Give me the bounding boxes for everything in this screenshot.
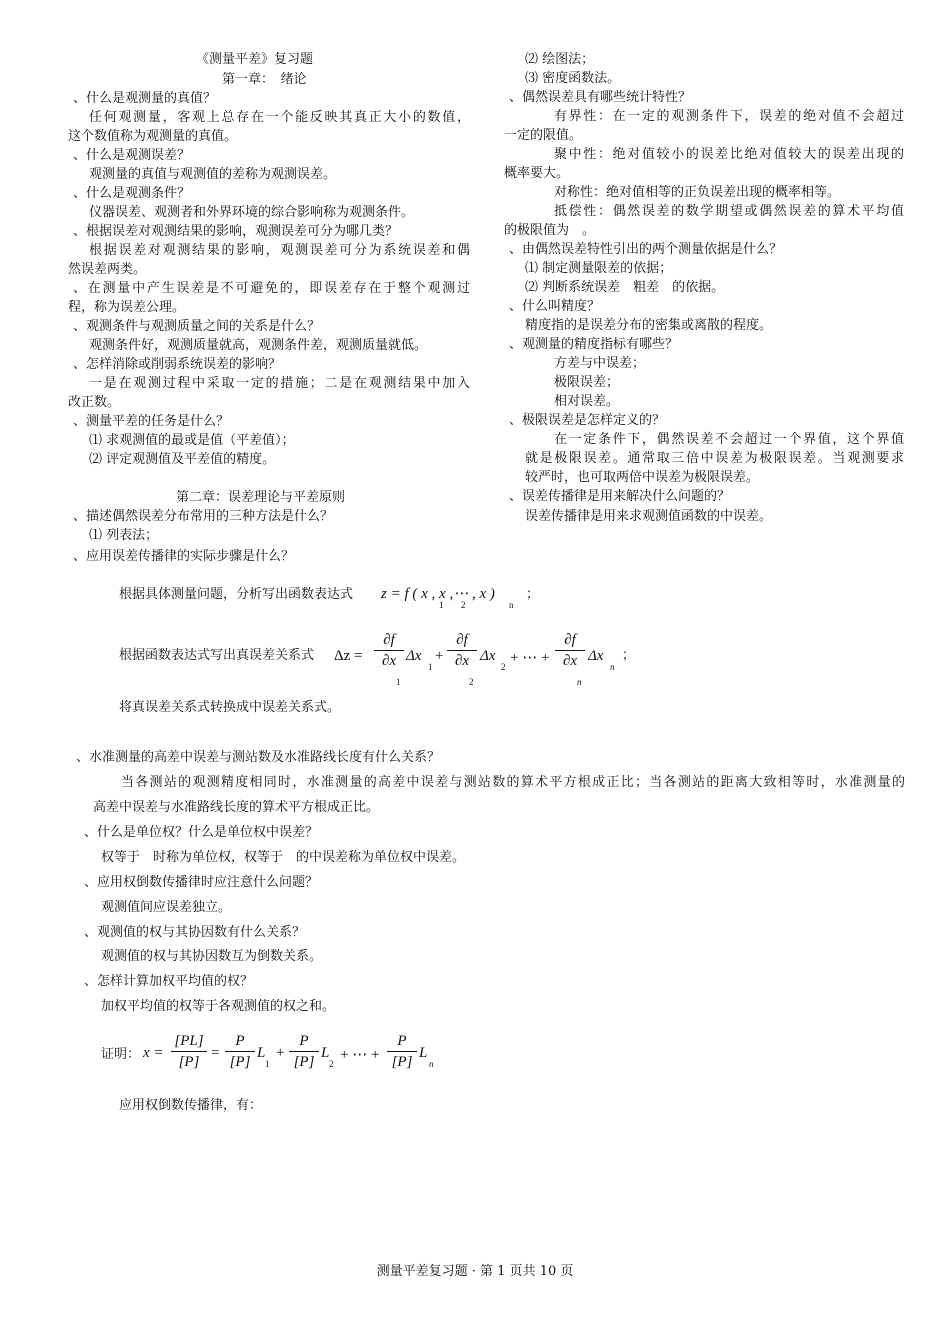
step-2-text: 根据函数表达式写出真误差关系式 — [119, 648, 315, 663]
formula-3-plus-1: + — [276, 1045, 285, 1061]
formula-2-term-sub-n: n — [610, 662, 615, 672]
formula-3-sub-n: n — [429, 1059, 434, 1069]
formula-3-term-1: L — [257, 1045, 266, 1061]
formula-3-fraction-2: P [P] — [289, 1032, 319, 1071]
answer-9-line-1: ⑴ 列表法； — [89, 528, 159, 543]
answer-2: 观测量的真值与观测值的差称为观测误差。 — [89, 167, 337, 182]
answer-11-line-2: 一定的限值。 — [504, 128, 583, 143]
answer-9-line-3: ⑶ 密度函数法。 — [525, 71, 621, 86]
formula-2 — [334, 631, 624, 691]
page-footer: 测量平差复习题 · 第 1 页共 10 页 — [376, 1264, 574, 1279]
question-5-line-1: 、在测量中产生误差是不可避免的，即误差存在于整个观测过 — [73, 281, 470, 296]
formula-2-den-sub-2: 2 — [469, 677, 474, 687]
answer-6: 观测条件好，观测质量就高，观测条件差，观测质量就低。 — [89, 338, 428, 353]
answer-1-line-1: 任何观测量，客观上总存在一个能反映其真正大小的数值， — [89, 110, 470, 125]
formula-3-equals: = — [211, 1045, 220, 1061]
last-line: 应用权倒数传播律，有： — [119, 1098, 263, 1113]
formula-2-term-sub-1: 1 — [428, 662, 433, 672]
formula-1-sub-1: 1 — [439, 600, 444, 610]
answer-13: 精度指的是误差分布的密集或离散的程度。 — [525, 318, 773, 333]
answer-14-line-1: 方差与中误差； — [554, 356, 646, 371]
formula-1-sub-2: 2 — [461, 600, 466, 610]
answer-19: 观测值间应误差独立。 — [101, 900, 232, 915]
answer-15-line-2: 就是极限误差。通常取三倍中误差为极限误差。当观测要求 — [525, 451, 904, 466]
answer-11-line-6: 抵偿性：偶然误差的数学期望或偶然误差的算术平均值 — [554, 204, 904, 219]
formula-2-term-2: Δx — [480, 648, 496, 664]
question-11: 、偶然误差具有哪些统计特性？ — [509, 90, 692, 105]
answer-14-line-2: 极限误差； — [554, 375, 620, 390]
formula-2-lhs: Δz = — [334, 648, 363, 664]
answer-17-line-2: 高差中误差与水准路线长度的算术平方根成正比。 — [93, 800, 380, 815]
step-1-tail: ； — [526, 587, 540, 602]
question-7: 、怎样消除或削弱系统误差的影响？ — [73, 357, 282, 372]
question-4: 、根据误差对观测结果的影响，观测误差可分为哪几类？ — [73, 224, 399, 239]
formula-3-lhs: x = — [143, 1045, 164, 1061]
formula-2-den-sub-1: 1 — [396, 677, 401, 687]
formula-2-plus-dots: + ⋯ + — [510, 650, 550, 666]
answer-1-line-2: 这个数值称为观测量的真值。 — [68, 129, 238, 144]
document-title: 《测量平差》复习题 — [196, 52, 314, 67]
formula-3-term-2: L — [321, 1045, 330, 1061]
question-13: 、什么叫精度？ — [509, 299, 601, 314]
answer-14-line-3: 相对误差。 — [554, 394, 620, 409]
question-12: 、由偶然误差特性引出的两个测量依据是什么？ — [509, 242, 783, 257]
question-3: 、什么是观测条件？ — [73, 186, 191, 201]
proof-label: 证明： — [101, 1047, 141, 1062]
answer-20: 观测值的权与其协因数互为倒数关系。 — [101, 949, 323, 964]
answer-8-line-2: ⑵ 评定观测值及平差值的精度。 — [89, 452, 276, 467]
question-6: 、观测条件与观测质量之间的关系是什么？ — [73, 319, 321, 334]
answer-18: 权等于 时称为单位权，权等于 的中误差称为单位权中误差。 — [101, 850, 466, 865]
answer-15-line-3: 较严时，也可取两倍中误差为极限误差。 — [525, 470, 760, 485]
answer-21: 加权平均值的权等于各观测值的权之和。 — [101, 999, 336, 1014]
question-14: 、观测量的精度指标有哪些？ — [509, 337, 679, 352]
step-1-text: 根据具体测量问题，分析写出函数表达式 — [119, 587, 354, 602]
question-10: 、应用误差传播律的实际步骤是什么？ — [73, 549, 295, 564]
question-5-line-2: 程，称为误差公理。 — [68, 300, 186, 315]
formula-3-plus-dots: + ⋯ + — [340, 1047, 380, 1063]
formula-3-fraction-main: [PL] [P] — [171, 1032, 207, 1071]
formula-2-term-1: Δx — [406, 648, 422, 664]
answer-11-line-5: 对称性：绝对值相等的正负误差出现的概率相等。 — [554, 185, 841, 200]
formula-2-plus-1: + — [435, 648, 444, 664]
formula-3-sub-1: 1 — [265, 1059, 270, 1069]
question-17: 、水准测量的高差中误差与测站数及水准路线长度有什么关系？ — [76, 750, 441, 765]
question-21: 、怎样计算加权平均值的权？ — [84, 974, 254, 989]
answer-12-line-2: ⑵ 判断系统误差 粗差 的依据。 — [525, 280, 725, 295]
question-16: 、误差传播律是用来解决什么问题的？ — [509, 489, 731, 504]
formula-2-den-sub-n: n — [577, 677, 582, 687]
formula-3-sub-2: 2 — [329, 1059, 334, 1069]
formula-2-fraction-1: ∂f ∂x — [374, 631, 404, 670]
answer-17-line-1: 当各测站的观测精度相同时，水准测量的高差中误差与测站数的算术平方根成正比；当各测站的距离大致相等时，水准测量的 — [121, 775, 905, 790]
chapter-2-title: 第二章：误差理论与平差原则 — [176, 490, 346, 505]
answer-11-line-3: 聚中性：绝对值较小的误差比绝对值较大的误差出现的 — [554, 147, 904, 162]
answer-7-line-1: 一是在观测过程中采取一定的措施；二是在观测结果中加入 — [89, 376, 470, 391]
answer-16: 误差传播律是用来求观测值函数的中误差。 — [525, 509, 773, 524]
question-8: 、测量平差的任务是什么？ — [73, 414, 230, 429]
formula-3 — [143, 1032, 443, 1082]
answer-9-line-2: ⑵ 绘图法； — [525, 52, 595, 67]
question-9: 、描述偶然误差分布常用的三种方法是什么？ — [73, 509, 334, 524]
formula-2-term-sub-2: 2 — [501, 662, 506, 672]
question-1: 、什么是观测量的真值？ — [73, 91, 217, 106]
answer-3: 仪器误差、观测者和外界环境的综合影响称为观测条件。 — [89, 205, 415, 220]
answer-11-line-4: 概率要大。 — [504, 166, 570, 181]
formula-1 — [381, 584, 541, 614]
formula-3-term-n: L — [419, 1045, 428, 1061]
formula-1-expression: z = f ( x , x ,⋯ , x ) — [381, 586, 495, 602]
answer-15-line-1: 在一定条件下，偶然误差不会超过一个界值，这个界值 — [554, 432, 904, 447]
question-2: 、什么是观测误差？ — [73, 148, 191, 163]
formula-2-fraction-n: ∂f ∂x — [555, 631, 585, 670]
answer-11-line-7: 的极限值为 。 — [504, 223, 596, 238]
formula-2-term-n: Δx — [588, 648, 604, 664]
answer-12-line-1: ⑴ 制定测量限差的依据； — [525, 261, 673, 276]
formula-3-fraction-n: P [P] — [387, 1032, 417, 1071]
formula-1-sub-n: n — [509, 600, 514, 610]
chapter-1-title: 第一章： 绪论 — [222, 72, 307, 87]
formula-2-fraction-2: ∂f ∂x — [447, 631, 477, 670]
formula-3-fraction-1: P [P] — [225, 1032, 255, 1071]
answer-7-line-2: 改正数。 — [68, 395, 121, 410]
answer-11-line-1: 有界性：在一定的观测条件下，误差的绝对值不会超过 — [554, 109, 904, 124]
answer-4-line-2: 然误差两类。 — [68, 262, 147, 277]
step-3-text: 将真误差关系式转换成中误差关系式。 — [119, 700, 341, 715]
question-18: 、什么是单位权？什么是单位权中误差？ — [84, 825, 319, 840]
question-15: 、极限误差是怎样定义的？ — [509, 413, 666, 428]
answer-8-line-1: ⑴ 求观测值的最或是值（平差值）； — [89, 433, 295, 448]
question-20: 、观测值的权与其协因数有什么关系？ — [84, 925, 306, 940]
step-2-tail: ； — [622, 648, 636, 663]
question-19: 、应用权倒数传播律时应注意什么问题？ — [84, 875, 319, 890]
answer-4-line-1: 根据误差对观测结果的影响，观测误差可分为系统误差和偶 — [89, 243, 470, 258]
